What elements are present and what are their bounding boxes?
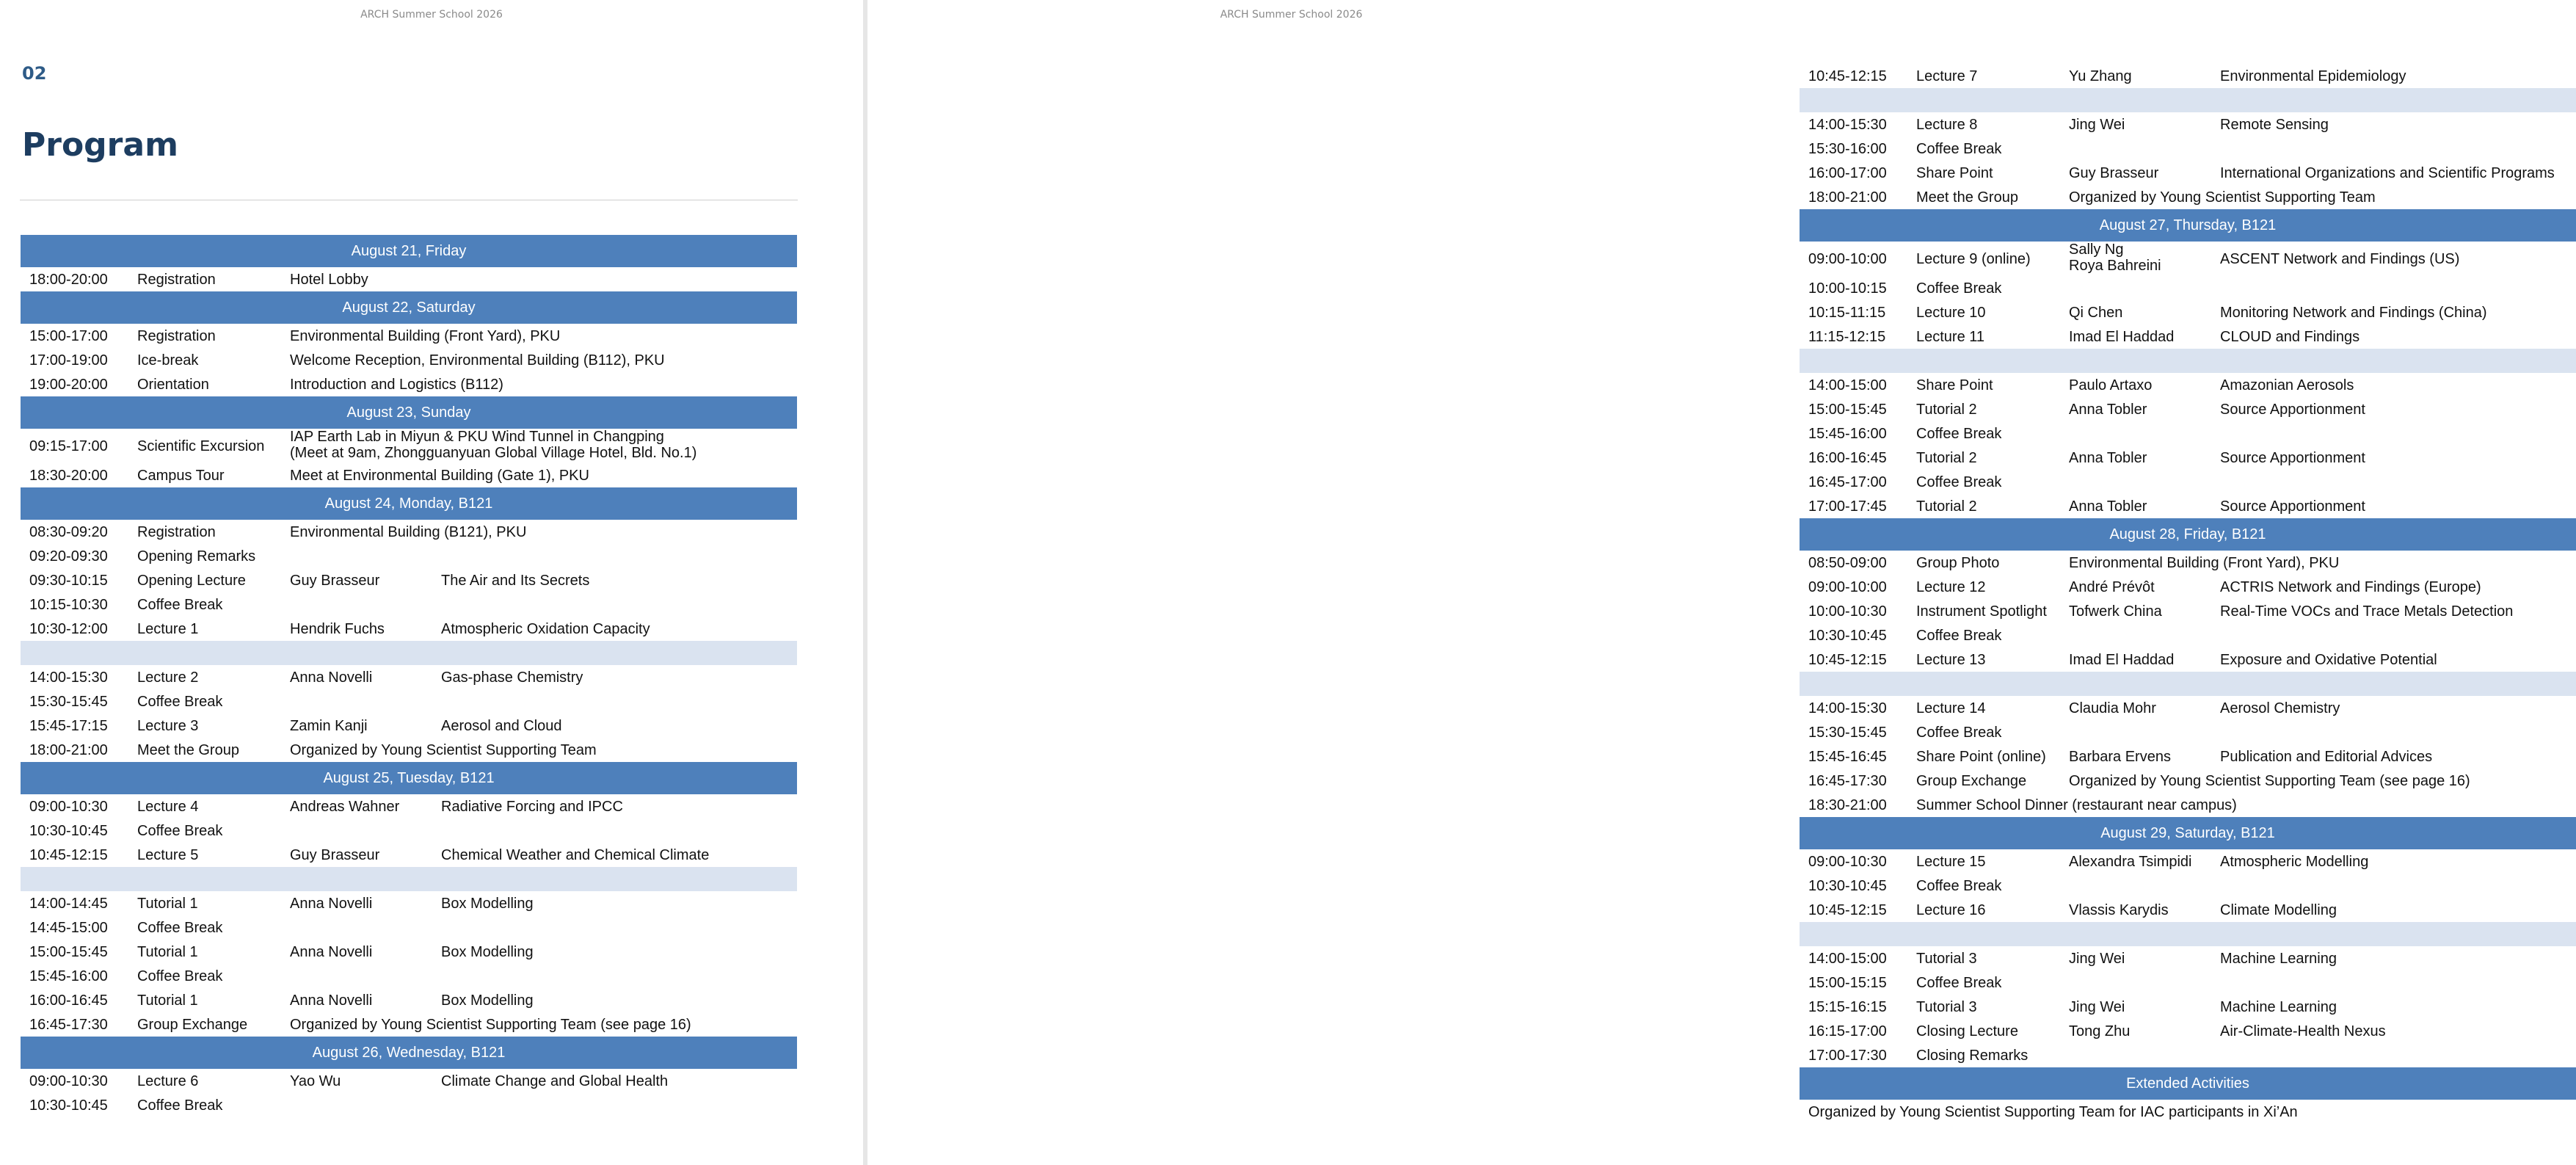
table-row xyxy=(21,429,797,463)
topic-cell: Radiative Forcing and IPCC xyxy=(441,799,623,815)
time-cell: 15:45-16:00 xyxy=(1808,426,1887,442)
speaker-cell: Anna Novelli xyxy=(290,896,373,912)
time-cell: 11:15-12:15 xyxy=(1808,329,1886,345)
table-row xyxy=(21,372,797,396)
session-cell: Lecture 11 xyxy=(1916,329,1985,345)
topic-cell: CLOUD and Findings xyxy=(2220,329,2360,345)
topic-cell: Exposure and Oxidative Potential xyxy=(2220,652,2437,668)
table-row xyxy=(1800,185,2576,209)
time-cell: 18:30-21:00 xyxy=(1808,797,1887,813)
table-row xyxy=(1800,744,2576,769)
table-row xyxy=(21,738,797,762)
session-cell: Share Point xyxy=(1916,165,1993,181)
speaker-line: (Meet at 9am, Zhongguanyuan Global Village Hotel, Bld. No.1) xyxy=(290,445,697,461)
table-row xyxy=(1800,647,2576,672)
topic-cell: Chemical Weather and Chemical Climate xyxy=(441,847,710,863)
topic-cell: Amazonian Aerosols xyxy=(2220,377,2354,393)
time-cell: 09:00-10:30 xyxy=(1808,854,1887,870)
speaker-cell: Zamin Kanji xyxy=(290,718,368,734)
session-cell: Group Exchange xyxy=(137,1017,248,1033)
time-cell: 10:30-12:00 xyxy=(29,621,108,637)
table-row xyxy=(1800,793,2576,817)
table-row xyxy=(1800,599,2576,623)
time-cell: 10:15-11:15 xyxy=(1808,305,1886,321)
session-cell: Lecture 3 xyxy=(137,718,199,734)
session-cell: Lecture 8 xyxy=(1916,117,1978,133)
break-divider xyxy=(1800,672,2576,696)
session-cell: Closing Remarks xyxy=(1916,1048,2029,1064)
table-row xyxy=(1800,373,2576,397)
time-cell: 18:30-20:00 xyxy=(29,468,108,484)
speaker-cell: Anna Tobler xyxy=(2069,450,2147,466)
day-header: August 21, Friday xyxy=(21,235,797,267)
session-cell: Tutorial 2 xyxy=(1916,498,1977,515)
topic-cell: ASCENT Network and Findings (US) xyxy=(2220,251,2460,267)
speaker-cell: Jing Wei xyxy=(2069,951,2125,967)
time-cell: 10:15-10:30 xyxy=(29,597,108,613)
session-cell: Coffee Break xyxy=(1916,141,2002,157)
session-cell: Coffee Break xyxy=(137,1097,223,1114)
speaker-cell: Introduction and Logistics (B112) xyxy=(290,377,503,393)
running-header: ARCH Summer School 2026 xyxy=(360,9,503,21)
time-cell: 09:00-10:30 xyxy=(29,799,108,815)
break-divider xyxy=(21,641,797,665)
speaker-cell: Anna Novelli xyxy=(290,669,373,686)
speaker-cell: Anna Tobler xyxy=(2069,402,2147,418)
topic-cell: Air-Climate-Health Nexus xyxy=(2220,1023,2386,1039)
speaker-cell: Hendrik Fuchs xyxy=(290,621,385,637)
speaker-line: Roya Bahreini xyxy=(2069,258,2161,274)
session-cell: Tutorial 2 xyxy=(1916,450,1977,466)
time-cell: 15:45-17:15 xyxy=(29,718,108,734)
topic-cell: Source Apportionment xyxy=(2220,450,2365,466)
session-cell: Registration xyxy=(137,524,216,540)
time-cell: 16:45-17:00 xyxy=(1808,474,1887,490)
session-cell: Tutorial 3 xyxy=(1916,999,1977,1015)
time-cell: 15:30-16:00 xyxy=(1808,141,1887,157)
session-cell: Summer School Dinner (restaurant near campus) xyxy=(1916,797,2237,813)
table-row xyxy=(1800,1043,2576,1067)
table-row xyxy=(1800,1100,2576,1124)
speaker-cell: Guy Brasseur xyxy=(2069,165,2159,181)
break-divider xyxy=(21,867,797,891)
table-row xyxy=(21,1012,797,1037)
speaker-cell: Anna Tobler xyxy=(2069,498,2147,515)
session-cell: Share Point (online) xyxy=(1916,749,2046,765)
time-cell: 10:00-10:30 xyxy=(1808,603,1887,620)
session-cell: Coffee Break xyxy=(137,597,223,613)
topic-cell: Gas-phase Chemistry xyxy=(441,669,583,686)
session-cell: Lecture 1 xyxy=(137,621,199,637)
session-cell: Ice-break xyxy=(137,352,199,369)
topic-cell: Source Apportionment xyxy=(2220,402,2365,418)
session-cell: Orientation xyxy=(137,377,209,393)
table-row xyxy=(1800,397,2576,421)
time-cell: 14:45-15:00 xyxy=(29,920,108,936)
table-row xyxy=(21,940,797,964)
day-header: Extended Activities xyxy=(1800,1067,2576,1100)
speaker-cell: Organized by Young Scientist Supporting Team xyxy=(290,742,597,758)
speaker-cell: Organized by Young Scientist Supporting Team (see page 16) xyxy=(2069,773,2470,789)
session-cell: Lecture 4 xyxy=(137,799,199,815)
time-cell: 15:30-15:45 xyxy=(1808,725,1887,741)
speaker-cell: Anna Novelli xyxy=(290,992,373,1009)
time-cell: 10:45-12:15 xyxy=(29,847,108,863)
speaker-cell: Tong Zhu xyxy=(2069,1023,2131,1039)
time-cell: 15:00-17:00 xyxy=(29,328,108,344)
day-header: August 25, Tuesday, B121 xyxy=(21,762,797,794)
session-cell: Scientific Excursion xyxy=(137,438,265,454)
speaker-cell: Meet at Environmental Building (Gate 1), PKU xyxy=(290,468,589,484)
topic-cell: Climate Modelling xyxy=(2220,902,2337,918)
table-row xyxy=(1800,696,2576,720)
table-row xyxy=(1800,276,2576,300)
section-number: 02 xyxy=(22,63,47,84)
session-cell: Lecture 16 xyxy=(1916,902,1986,918)
session-cell: Tutorial 3 xyxy=(1916,951,1977,967)
table-row xyxy=(21,714,797,738)
time-cell: 14:00-15:30 xyxy=(1808,117,1887,133)
topic-cell: Monitoring Network and Findings (China) xyxy=(2220,305,2487,321)
session-cell: Opening Remarks xyxy=(137,548,256,565)
speaker-cell: Paulo Artaxo xyxy=(2069,377,2153,393)
topic-cell: Box Modelling xyxy=(441,944,534,960)
speaker-line: Sally Ng xyxy=(2069,242,2124,258)
page-left xyxy=(0,0,863,1165)
session-cell: Coffee Break xyxy=(1916,426,2002,442)
session-cell: Tutorial 1 xyxy=(137,896,198,912)
time-cell: 17:00-17:45 xyxy=(1808,498,1887,515)
table-row xyxy=(1800,1019,2576,1043)
day-header: August 24, Monday, B121 xyxy=(21,487,797,520)
session-cell: Lecture 12 xyxy=(1916,579,1986,595)
topic-cell: Atmospheric Oxidation Capacity xyxy=(441,621,650,637)
speaker-cell: Imad El Haddad xyxy=(2069,329,2175,345)
topic-cell: International Organizations and Scientific Programs xyxy=(2220,165,2555,181)
time-cell: 10:00-10:15 xyxy=(1808,280,1887,297)
session-cell: Lecture 10 xyxy=(1916,305,1986,321)
table-row xyxy=(1800,446,2576,470)
session-cell: Share Point xyxy=(1916,377,1993,393)
session-cell: Tutorial 1 xyxy=(137,992,198,1009)
table-row xyxy=(21,520,797,544)
table-row xyxy=(21,544,797,568)
session-cell: Lecture 14 xyxy=(1916,700,1986,716)
topic-cell: Source Apportionment xyxy=(2220,498,2365,515)
speaker-cell: Welcome Reception, Environmental Building (B112), PKU xyxy=(290,352,665,369)
table-row xyxy=(21,794,797,819)
time-cell: 16:45-17:30 xyxy=(29,1017,108,1033)
session-cell: Coffee Break xyxy=(1916,975,2002,991)
session-cell: Lecture 2 xyxy=(137,669,199,686)
time-cell: 09:20-09:30 xyxy=(29,548,108,565)
speaker-cell: Organized by Young Scientist Supporting Team (see page 16) xyxy=(290,1017,691,1033)
section-title: Program xyxy=(22,126,178,164)
time-cell: 15:00-15:15 xyxy=(1808,975,1887,991)
time-cell: 14:00-15:30 xyxy=(29,669,108,686)
table-row xyxy=(21,1069,797,1093)
time-cell: 14:00-15:00 xyxy=(1808,951,1887,967)
time-cell: 18:00-20:00 xyxy=(29,272,108,288)
day-header: August 27, Thursday, B121 xyxy=(1800,209,2576,242)
session-cell: Opening Lecture xyxy=(137,573,246,589)
topic-cell: Remote Sensing xyxy=(2220,117,2329,133)
topic-cell: The Air and Its Secrets xyxy=(441,573,590,589)
running-header: ARCH Summer School 2026 xyxy=(1220,9,1363,21)
time-cell: 09:00-10:30 xyxy=(29,1073,108,1089)
table-row xyxy=(1800,112,2576,137)
time-cell: 17:00-17:30 xyxy=(1808,1048,1887,1064)
time-cell: 09:00-10:00 xyxy=(1808,251,1887,267)
table-row xyxy=(1800,64,2576,88)
table-row xyxy=(21,463,797,487)
table-row xyxy=(1800,242,2576,276)
time-cell: 15:00-15:45 xyxy=(29,944,108,960)
time-cell: 15:15-16:15 xyxy=(1808,999,1887,1015)
day-header: August 26, Wednesday, B121 xyxy=(21,1037,797,1069)
table-row xyxy=(21,665,797,689)
break-divider xyxy=(1800,349,2576,373)
day-header: August 28, Friday, B121 xyxy=(1800,518,2576,551)
time-cell: 15:30-15:45 xyxy=(29,694,108,710)
time-cell: 10:30-10:45 xyxy=(1808,628,1887,644)
speaker-cell: Environmental Building (Front Yard), PKU xyxy=(2069,555,2340,571)
speaker-cell: Andreas Wahner xyxy=(290,799,400,815)
speaker-cell: Environmental Building (B121), PKU xyxy=(290,524,527,540)
table-row xyxy=(1800,324,2576,349)
table-row xyxy=(21,988,797,1012)
time-cell: 16:00-16:45 xyxy=(29,992,108,1009)
speaker-cell: Jing Wei xyxy=(2069,999,2125,1015)
speaker-cell: Anna Novelli xyxy=(290,944,373,960)
time-cell: 16:00-17:00 xyxy=(1808,165,1887,181)
time-cell: 15:00-15:45 xyxy=(1808,402,1887,418)
table-row xyxy=(1800,769,2576,793)
table-row xyxy=(21,915,797,940)
time-cell: 18:00-21:00 xyxy=(29,742,108,758)
speaker-cell: Yao Wu xyxy=(290,1073,341,1089)
session-cell: Lecture 9 (online) xyxy=(1916,251,2031,267)
session-cell: Closing Lecture xyxy=(1916,1023,2018,1039)
table-row xyxy=(1800,300,2576,324)
topic-cell: Real-Time VOCs and Trace Metals Detection xyxy=(2220,603,2514,620)
time-cell: 14:00-14:45 xyxy=(29,896,108,912)
break-divider xyxy=(1800,88,2576,112)
table-row xyxy=(21,324,797,348)
table-row xyxy=(21,843,797,867)
table-row xyxy=(21,568,797,592)
session-cell: Registration xyxy=(137,272,216,288)
session-cell: Group Exchange xyxy=(1916,773,2027,789)
topic-cell: Machine Learning xyxy=(2220,951,2337,967)
speaker-cell xyxy=(2069,242,2161,274)
topic-cell: Aerosol Chemistry xyxy=(2220,700,2340,716)
time-cell: 16:00-16:45 xyxy=(1808,450,1887,466)
session-cell: Coffee Break xyxy=(137,694,223,710)
session-cell: Coffee Break xyxy=(137,920,223,936)
topic-cell: Aerosol and Cloud xyxy=(441,718,562,734)
speaker-cell: André Prévôt xyxy=(2069,579,2155,595)
time-cell: 15:45-16:00 xyxy=(29,968,108,984)
time-cell: 19:00-20:00 xyxy=(29,377,108,393)
table-row xyxy=(1800,470,2576,494)
topic-cell: ACTRIS Network and Findings (Europe) xyxy=(2220,579,2481,595)
speaker-cell: Hotel Lobby xyxy=(290,272,368,288)
time-cell: 15:45-16:45 xyxy=(1808,749,1887,765)
session-cell: Instrument Spotlight xyxy=(1916,603,2047,620)
time-cell: 10:45-12:15 xyxy=(1808,652,1887,668)
speaker-cell: Yu Zhang xyxy=(2069,68,2132,84)
speaker-cell: Vlassis Karydis xyxy=(2069,902,2169,918)
speaker-cell: Organized by Young Scientist Supporting Team xyxy=(2069,189,2376,206)
table-row xyxy=(21,689,797,714)
topic-cell: Machine Learning xyxy=(2220,999,2337,1015)
table-row xyxy=(1800,137,2576,161)
topic-cell: Atmospheric Modelling xyxy=(2220,854,2369,870)
time-cell: 16:45-17:30 xyxy=(1808,773,1887,789)
speaker-cell: Qi Chen xyxy=(2069,305,2123,321)
session-cell: Coffee Break xyxy=(137,823,223,839)
day-header: August 23, Sunday xyxy=(21,396,797,429)
table-row xyxy=(1800,161,2576,185)
time-cell: 18:00-21:00 xyxy=(1808,189,1887,206)
session-cell: Coffee Break xyxy=(1916,878,2002,894)
table-row xyxy=(21,891,797,915)
table-row xyxy=(21,964,797,988)
table-row xyxy=(21,592,797,617)
table-row xyxy=(1800,575,2576,599)
session-cell: Coffee Break xyxy=(1916,280,2002,297)
time-cell: 10:45-12:15 xyxy=(1808,68,1887,84)
table-row xyxy=(1800,720,2576,744)
session-cell: Coffee Break xyxy=(1916,725,2002,741)
table-row xyxy=(1800,494,2576,518)
session-cell: Lecture 13 xyxy=(1916,652,1986,668)
time-cell: 10:30-10:45 xyxy=(29,823,108,839)
speaker-cell: Barbara Ervens xyxy=(2069,749,2171,765)
time-cell: 09:30-10:15 xyxy=(29,573,108,589)
day-header: August 22, Saturday xyxy=(21,291,797,324)
session-cell: Lecture 7 xyxy=(1916,68,1978,84)
table-row xyxy=(21,819,797,843)
time-cell: 08:30-09:20 xyxy=(29,524,108,540)
table-row xyxy=(1800,874,2576,898)
session-cell: Campus Tour xyxy=(137,468,225,484)
speaker-cell: Jing Wei xyxy=(2069,117,2125,133)
schedule-table-right xyxy=(1800,64,2576,1124)
session-cell: Tutorial 2 xyxy=(1916,402,1977,418)
session-cell: Group Photo xyxy=(1916,555,2000,571)
time-cell: 09:00-10:00 xyxy=(1808,579,1887,595)
schedule-table-left xyxy=(21,235,797,1117)
speaker-cell: Claudia Mohr xyxy=(2069,700,2156,716)
speaker-line: IAP Earth Lab in Miyun & PKU Wind Tunnel in Changping xyxy=(290,429,664,445)
topic-cell: Box Modelling xyxy=(441,896,534,912)
time-cell: Organized by Young Scientist Supporting Team for IAC participants in Xi’An xyxy=(1808,1104,2298,1120)
time-cell: 10:45-12:15 xyxy=(1808,902,1887,918)
time-cell: 09:15-17:00 xyxy=(29,438,108,454)
session-cell: Lecture 6 xyxy=(137,1073,199,1089)
table-row xyxy=(1800,551,2576,575)
topic-cell: Climate Change and Global Health xyxy=(441,1073,669,1089)
table-row xyxy=(21,1093,797,1117)
speaker-cell: Imad El Haddad xyxy=(2069,652,2175,668)
table-row xyxy=(1800,849,2576,874)
time-cell: 17:00-19:00 xyxy=(29,352,108,369)
session-cell: Coffee Break xyxy=(1916,628,2002,644)
table-row xyxy=(1800,946,2576,970)
time-cell: 14:00-15:00 xyxy=(1808,377,1887,393)
speaker-cell: Guy Brasseur xyxy=(290,573,380,589)
table-row xyxy=(1800,623,2576,647)
session-cell: Meet the Group xyxy=(137,742,239,758)
speaker-cell: Environmental Building (Front Yard), PKU xyxy=(290,328,561,344)
session-cell: Tutorial 1 xyxy=(137,944,198,960)
table-row xyxy=(1800,421,2576,446)
topic-cell: Box Modelling xyxy=(441,992,534,1009)
time-cell: 14:00-15:30 xyxy=(1808,700,1887,716)
session-cell: Meet the Group xyxy=(1916,189,2018,206)
session-cell: Registration xyxy=(137,328,216,344)
time-cell: 10:30-10:45 xyxy=(1808,878,1887,894)
table-row xyxy=(21,267,797,291)
day-header: August 29, Saturday, B121 xyxy=(1800,817,2576,849)
topic-cell: Publication and Editorial Advices xyxy=(2220,749,2433,765)
session-cell: Lecture 5 xyxy=(137,847,199,863)
speaker-cell: Alexandra Tsimpidi xyxy=(2069,854,2192,870)
speaker-cell xyxy=(290,429,696,461)
time-cell: 16:15-17:00 xyxy=(1808,1023,1887,1039)
session-cell: Lecture 15 xyxy=(1916,854,1986,870)
table-row xyxy=(1800,970,2576,995)
break-divider xyxy=(1800,922,2576,946)
table-row xyxy=(21,348,797,372)
session-cell: Coffee Break xyxy=(137,968,223,984)
table-row xyxy=(1800,995,2576,1019)
time-cell: 10:30-10:45 xyxy=(29,1097,108,1114)
topic-cell: Environmental Epidemiology xyxy=(2220,68,2406,84)
page-right xyxy=(867,0,2555,1165)
speaker-cell: Tofwerk China xyxy=(2069,603,2162,620)
speaker-cell: Guy Brasseur xyxy=(290,847,380,863)
session-cell: Coffee Break xyxy=(1916,474,2002,490)
time-cell: 08:50-09:00 xyxy=(1808,555,1887,571)
table-row xyxy=(1800,898,2576,922)
table-row xyxy=(21,617,797,641)
